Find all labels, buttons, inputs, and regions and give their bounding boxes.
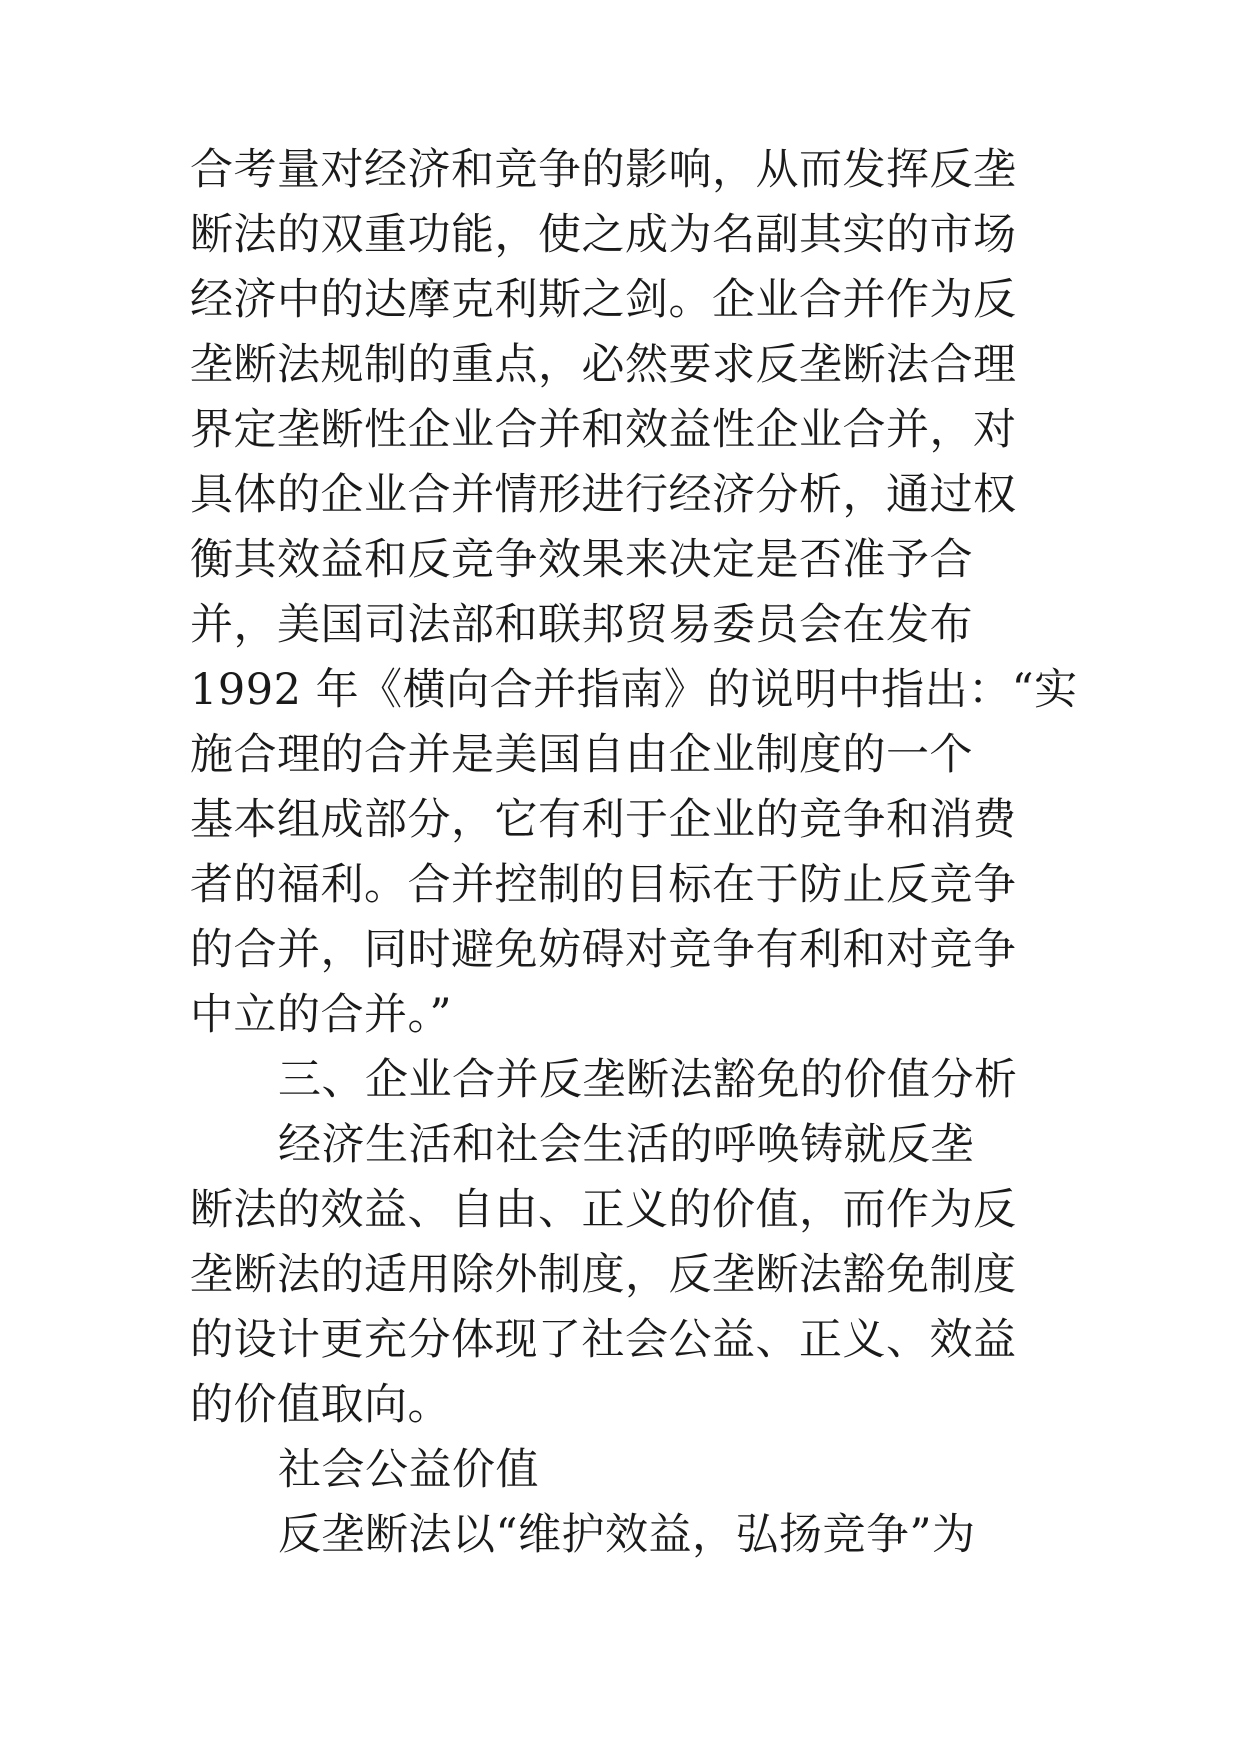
text-line: 的价值取向。 [190, 1380, 451, 1430]
text-line: 断法的效益、自由、正义的价值，而作为反 [190, 1185, 1017, 1235]
text-line: 中立的合并。” [190, 990, 452, 1040]
paragraph-start-line: 经济生活和社会生活的呼唤铸就反垄 [278, 1120, 974, 1170]
text-line: 界定垄断性企业合并和效益性企业合并，对 [190, 405, 1017, 455]
text-line: 断法的双重功能，使之成为名副其实的市场 [190, 210, 1017, 260]
text-line: 合考量对经济和竞争的影响，从而发挥反垄 [190, 145, 1017, 195]
text-line: 具体的企业合并情形进行经济分析，通过权 [190, 470, 1017, 520]
text-line: 垄断法的适用除外制度，反垄断法豁免制度 [190, 1250, 1017, 1300]
text-line: 1992 年《横向合并指南》的说明中指出：“实 [190, 665, 1078, 715]
text-line: 施合理的合并是美国自由企业制度的一个 [190, 730, 973, 780]
text-line: 经济中的达摩克利斯之剑。企业合并作为反 [190, 275, 1017, 325]
text-line: 并，美国司法部和联邦贸易委员会在发布 [190, 600, 973, 650]
paragraph-start-line: 反垄断法以“维护效益，弘扬竞争”为 [278, 1510, 976, 1560]
text-line: 衡其效益和反竞争效果来决定是否准予合 [190, 535, 973, 585]
text-line: 垄断法规制的重点，必然要求反垄断法合理 [190, 340, 1017, 390]
subsection-heading: 社会公益价值 [278, 1445, 539, 1495]
text-line: 的合并，同时避免妨碍对竞争有利和对竞争 [190, 925, 1017, 975]
text-line: 的设计更充分体现了社会公益、正义、效益 [190, 1315, 1017, 1365]
text-line: 基本组成部分，它有利于企业的竞争和消费 [190, 795, 1017, 845]
body-text [190, 138, 1078, 1568]
text-line: 者的福利。合并控制的目标在于防止反竞争 [190, 860, 1017, 910]
section-heading: 三、企业合并反垄断法豁免的价值分析 [278, 1055, 1018, 1105]
